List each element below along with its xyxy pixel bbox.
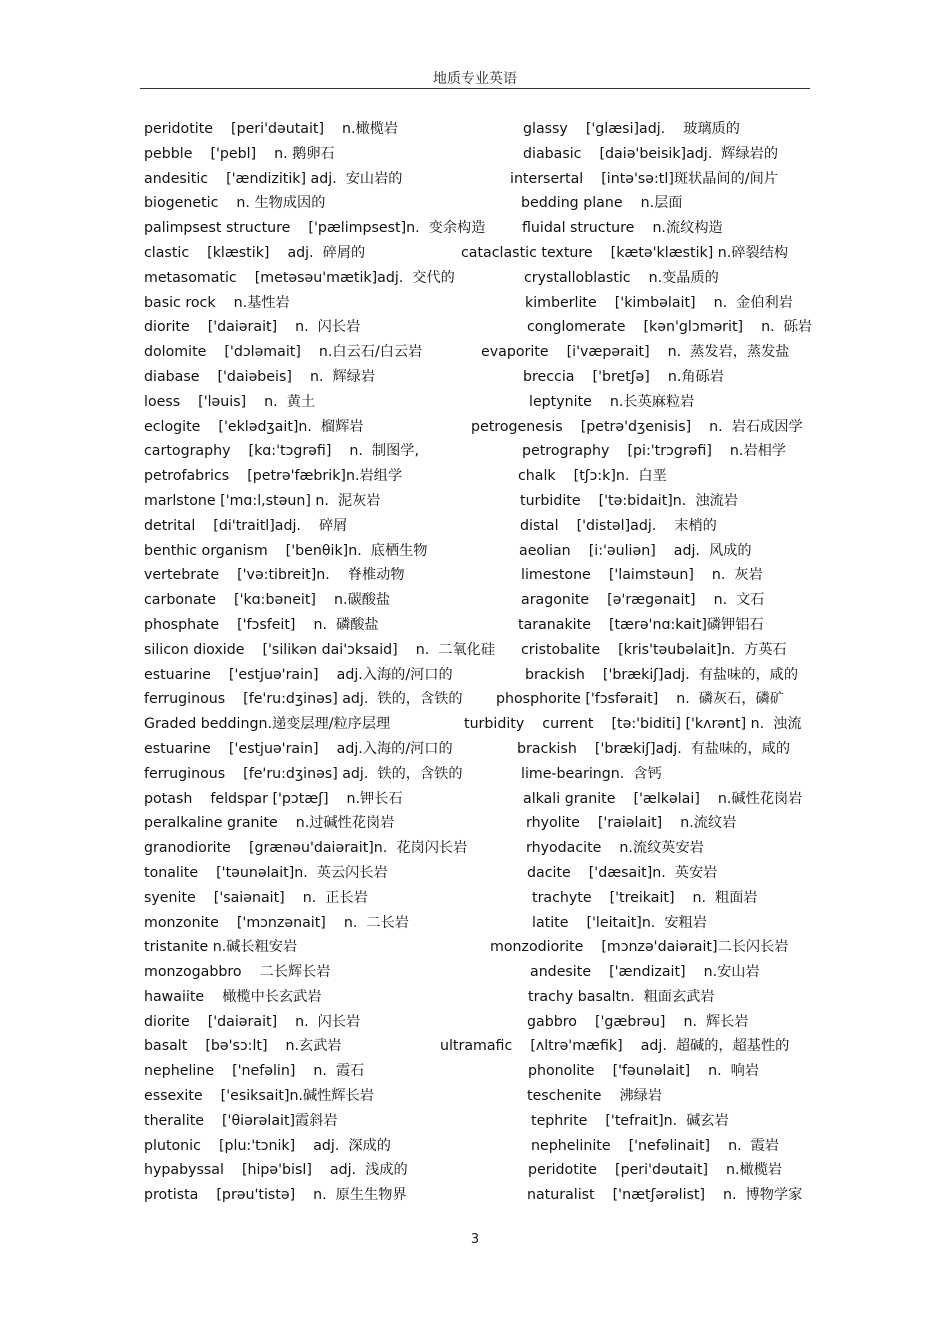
vocab-entry-right: andesite ['ændizait] n.安山岩 [530, 964, 760, 981]
vocab-row [0, 638, 950, 663]
vocab-entry-right: brackish ['brækiʃ]adj. 有盐味的，咸的 [525, 666, 799, 683]
vocab-entry-left: essexite ['esiksait]n.碱性辉长岩 [144, 1088, 374, 1105]
vocab-row [0, 315, 950, 340]
vocab-entry-right: bedding plane n.层面 [521, 195, 683, 212]
vocab-entry-left: granodiorite [grænəu'daiərait]n. 花岗闪长岩 [144, 840, 468, 857]
vocab-entry-right: nephelinite ['nefəlinait] n. 霞岩 [531, 1137, 780, 1154]
vocab-entry-left: eclogite ['eklədʒait]n. 榴辉岩 [144, 418, 364, 435]
vocab-entry-left: benthic organism ['benθik]n. 底栖生物 [144, 542, 428, 559]
vocab-entry-left: hawaiite 橄榄中长玄武岩 [144, 988, 322, 1005]
vocab-entry-right: chalk [tʃɔ:k]n. 白垩 [518, 468, 667, 485]
vocab-row [0, 539, 950, 564]
vocab-entry-right: limestone ['laimstəun] n. 灰岩 [521, 567, 763, 584]
vocab-entry-right: turbidity current [tə:'biditi] ['kʌrənt] n. 浊流 [464, 716, 802, 733]
vocab-entry-right: phosphorite ['fɔsfərait] n. 磷灰石，磷矿 [496, 691, 784, 708]
vocab-entry-right: phonolite ['fəunəlait] n. 响岩 [528, 1063, 760, 1080]
vocab-entry-right: teschenite 沸绿岩 [527, 1088, 663, 1105]
vocabulary-list [0, 117, 950, 1208]
vocab-row [0, 464, 950, 489]
vocab-entry-right: aragonite [ə'rægənait] n. 文石 [521, 592, 765, 609]
vocab-entry-right: leptynite n.长英麻粒岩 [529, 393, 695, 410]
vocab-row [0, 613, 950, 638]
vocab-row [0, 935, 950, 960]
vocab-entry-right: fluidal structure n.流纹构造 [522, 220, 723, 237]
vocab-entry-left: estuarine ['estjuə'rain] adj.入海的/河口的 [144, 740, 453, 757]
vocab-entry-left: tristanite n.碱长粗安岩 [144, 939, 298, 956]
vocab-row [0, 266, 950, 291]
vocab-row [0, 663, 950, 688]
vocab-row [0, 216, 950, 241]
vocab-entry-left: marlstone ['mɑ:l,stəun] n. 泥灰岩 [144, 492, 381, 509]
vocab-entry-left: theralite ['θiərəlait]霞斜岩 [144, 1112, 338, 1129]
vocab-row [0, 1134, 950, 1159]
vocab-entry-left: andesitic ['ændizitik] adj. 安山岩的 [144, 170, 403, 187]
vocab-entry-left: peralkaline granite n.过碱性花岗岩 [144, 815, 395, 832]
vocab-row [0, 1010, 950, 1035]
vocab-row [0, 861, 950, 886]
vocab-row [0, 1183, 950, 1208]
vocab-row [0, 439, 950, 464]
vocab-entry-right: evaporite [i'væpərait] n. 蒸发岩，蒸发盐 [481, 344, 790, 361]
vocab-row [0, 1109, 950, 1134]
page-header-title: 地质专业英语 [433, 71, 517, 87]
vocab-entry-right: alkali granite ['ælkəlai] n.碱性花岗岩 [523, 790, 803, 807]
vocab-entry-left: detrital [di'traitl]adj. 碎屑 [144, 517, 348, 534]
vocab-entry-right: cataclastic texture [kætə'klæstik] n.碎裂结构 [461, 244, 789, 261]
vocab-entry-left: basalt [bə'sɔ:lt] n.玄武岩 [144, 1038, 342, 1055]
vocab-entry-left: nepheline ['nefəlin] n. 霞石 [144, 1063, 365, 1080]
vocab-row [0, 911, 950, 936]
vocab-entry-right: taranakite [tærə'nɑ:kait]磷钾铝石 [518, 616, 764, 633]
vocab-entry-right: kimberlite ['kimbəlait] n. 金伯利岩 [525, 294, 793, 311]
vocab-row [0, 167, 950, 192]
vocab-entry-left: metasomatic [metəsəu'mætik]adj. 交代的 [144, 269, 455, 286]
vocab-row [0, 960, 950, 985]
vocab-entry-left: phosphate ['fɔsfeit] n. 磷酸盐 [144, 616, 379, 633]
vocab-entry-right: petrography [pi:'trɔgrəfi] n.岩相学 [522, 443, 786, 460]
vocab-row [0, 142, 950, 167]
vocab-entry-right: naturalist ['nætʃərəlist] n. 博物学家 [527, 1187, 803, 1204]
vocab-entry-left: ferruginous [fe'ru:dʒinəs] adj. 铁的，含铁的 [144, 691, 463, 708]
vocab-entry-right: distal ['distəl]adj. 末梢的 [520, 517, 717, 534]
vocab-entry-left: potash feldspar ['pɔtæʃ] n.钾长石 [144, 790, 403, 807]
vocab-entry-right: monzodiorite [mɔnzə'daiərait]二长闪长岩 [490, 939, 789, 956]
vocab-entry-left: diabase ['daiəbeis] n. 辉绿岩 [144, 368, 376, 385]
vocab-entry-left: palimpsest structure ['pælimpsest]n. 变余构造 [144, 220, 486, 237]
vocab-entry-left: peridotite [peri'dəutait] n.橄榄岩 [144, 121, 399, 137]
vocab-row [0, 811, 950, 836]
vocab-entry-left: carbonate ['kɑ:bəneit] n.碳酸盐 [144, 592, 391, 609]
header-rule [140, 88, 810, 89]
vocab-entry-right: trachyte ['treikait] n. 粗面岩 [532, 889, 758, 906]
vocab-row [0, 563, 950, 588]
vocab-entry-left: diorite ['daiərait] n. 闪长岩 [144, 1013, 361, 1030]
vocab-entry-right: dacite ['dæsait]n. 英安岩 [527, 864, 718, 881]
vocab-entry-left: vertebrate ['və:tibreit]n. 脊椎动物 [144, 567, 405, 584]
vocab-row [0, 712, 950, 737]
vocab-entry-left: dolomite ['dɔləmait] n.白云石/白云岩 [144, 344, 423, 361]
vocab-entry-right: conglomerate [kən'glɔmərit] n. 砾岩 [527, 319, 812, 336]
vocab-entry-left: plutonic [plu:'tɔnik] adj. 深成的 [144, 1137, 391, 1154]
vocab-entry-right: brackish ['brækiʃ]adj. 有盐味的，咸的 [517, 740, 791, 757]
vocab-entry-right: tephrite ['tefrait]n. 碱玄岩 [531, 1112, 729, 1129]
vocab-entry-left: biogenetic n. 生物成因的 [144, 195, 326, 212]
vocab-entry-right: turbidite ['tə:bidait]n. 浊流岩 [520, 492, 738, 509]
vocab-row [0, 762, 950, 787]
vocab-entry-left: petrofabrics [petrə'fæbrik]n.岩组学 [144, 468, 403, 485]
vocab-row [0, 985, 950, 1010]
vocab-entry-right: peridotite [peri'dəutait] n.橄榄岩 [528, 1162, 783, 1179]
vocab-row [0, 415, 950, 440]
vocab-entry-left: hypabyssal [hipə'bisl] adj. 浅成的 [144, 1162, 408, 1179]
vocab-entry-right: trachy basaltn. 粗面玄武岩 [528, 988, 715, 1005]
vocab-entry-right: lime-bearingn. 含钙 [521, 765, 662, 782]
vocab-entry-right: rhyodacite n.流纹英安岩 [526, 840, 704, 857]
vocab-entry-left: ferruginous [fe'ru:dʒinəs] adj. 铁的，含铁的 [144, 765, 463, 782]
vocab-entry-right: aeolian [i:'əuliən] adj. 风成的 [519, 542, 752, 559]
vocab-row [0, 241, 950, 266]
vocab-entry-right: cristobalite [kris'təubəlait]n. 方英石 [521, 641, 787, 658]
vocab-entry-right: gabbro ['gæbrəu] n. 辉长岩 [527, 1013, 749, 1030]
vocab-entry-left: estuarine ['estjuə'rain] adj.入海的/河口的 [144, 666, 453, 683]
vocab-entry-left: basic rock n.基性岩 [144, 294, 290, 311]
vocab-row [0, 514, 950, 539]
vocab-row [0, 365, 950, 390]
vocab-row [0, 787, 950, 812]
vocab-entry-right: crystalloblastic n.变晶质的 [524, 269, 719, 286]
vocab-row [0, 191, 950, 216]
vocab-entry-left: protista [prəu'tistə] n. 原生生物界 [144, 1187, 407, 1204]
vocab-entry-left: pebble ['pebl] n. 鹅卵石 [144, 145, 335, 162]
vocab-entry-right: petrogenesis [petrə'dʒenisis] n. 岩石成因学 [471, 418, 803, 435]
vocab-row [0, 340, 950, 365]
vocab-entry-left: monzogabbro 二长辉长岩 [144, 964, 331, 981]
vocab-row [0, 1034, 950, 1059]
vocab-entry-right: rhyolite ['raiəlait] n.流纹岩 [526, 815, 737, 832]
vocab-row [0, 489, 950, 514]
vocab-entry-left: tonalite ['təunəlait]n. 英云闪长岩 [144, 864, 388, 881]
vocab-row [0, 1059, 950, 1084]
vocab-entry-right: latite ['leitait]n. 安粗岩 [532, 914, 707, 931]
vocab-row [0, 390, 950, 415]
vocab-entry-right: glassy ['glæsi]adj. 玻璃质的 [523, 121, 740, 137]
vocab-row [0, 117, 950, 142]
vocab-row [0, 737, 950, 762]
vocab-entry-left: clastic [klæstik] adj. 碎屑的 [144, 244, 366, 261]
vocab-entry-left: cartography [kɑ:'tɔgrəfi] n. 制图学, [144, 443, 420, 460]
vocab-entry-right: diabasic [daiə'beisik]adj. 辉绿岩的 [523, 145, 779, 162]
vocab-row [0, 1158, 950, 1183]
vocab-row [0, 588, 950, 613]
vocab-row [0, 836, 950, 861]
vocab-row [0, 886, 950, 911]
vocab-entry-left: syenite ['saiənait] n. 正长岩 [144, 889, 368, 906]
vocab-row [0, 1084, 950, 1109]
vocab-entry-left: diorite ['daiərait] n. 闪长岩 [144, 319, 361, 336]
vocab-entry-left: Graded beddingn.递变层理/粒序层理 [144, 716, 391, 733]
vocab-entry-right: ultramafic [ʌltrə'mæfik] adj. 超碱的，超基性的 [440, 1038, 790, 1055]
vocab-entry-right: intersertal [intə'sə:tl]斑状晶间的/间片 [510, 170, 778, 187]
vocab-row [0, 291, 950, 316]
page-number: 3 [470, 1232, 480, 1247]
vocab-row [0, 687, 950, 712]
vocab-entry-left: silicon dioxide ['silikən dai'ɔksaid] n. 二氧化硅 [144, 641, 496, 658]
vocab-entry-left: monzonite ['mɔnzənait] n. 二长岩 [144, 914, 409, 931]
vocab-entry-left: loess ['ləuis] n. 黄土 [144, 393, 316, 410]
vocab-entry-right: breccia ['bretʃə] n.角砾岩 [523, 368, 724, 385]
